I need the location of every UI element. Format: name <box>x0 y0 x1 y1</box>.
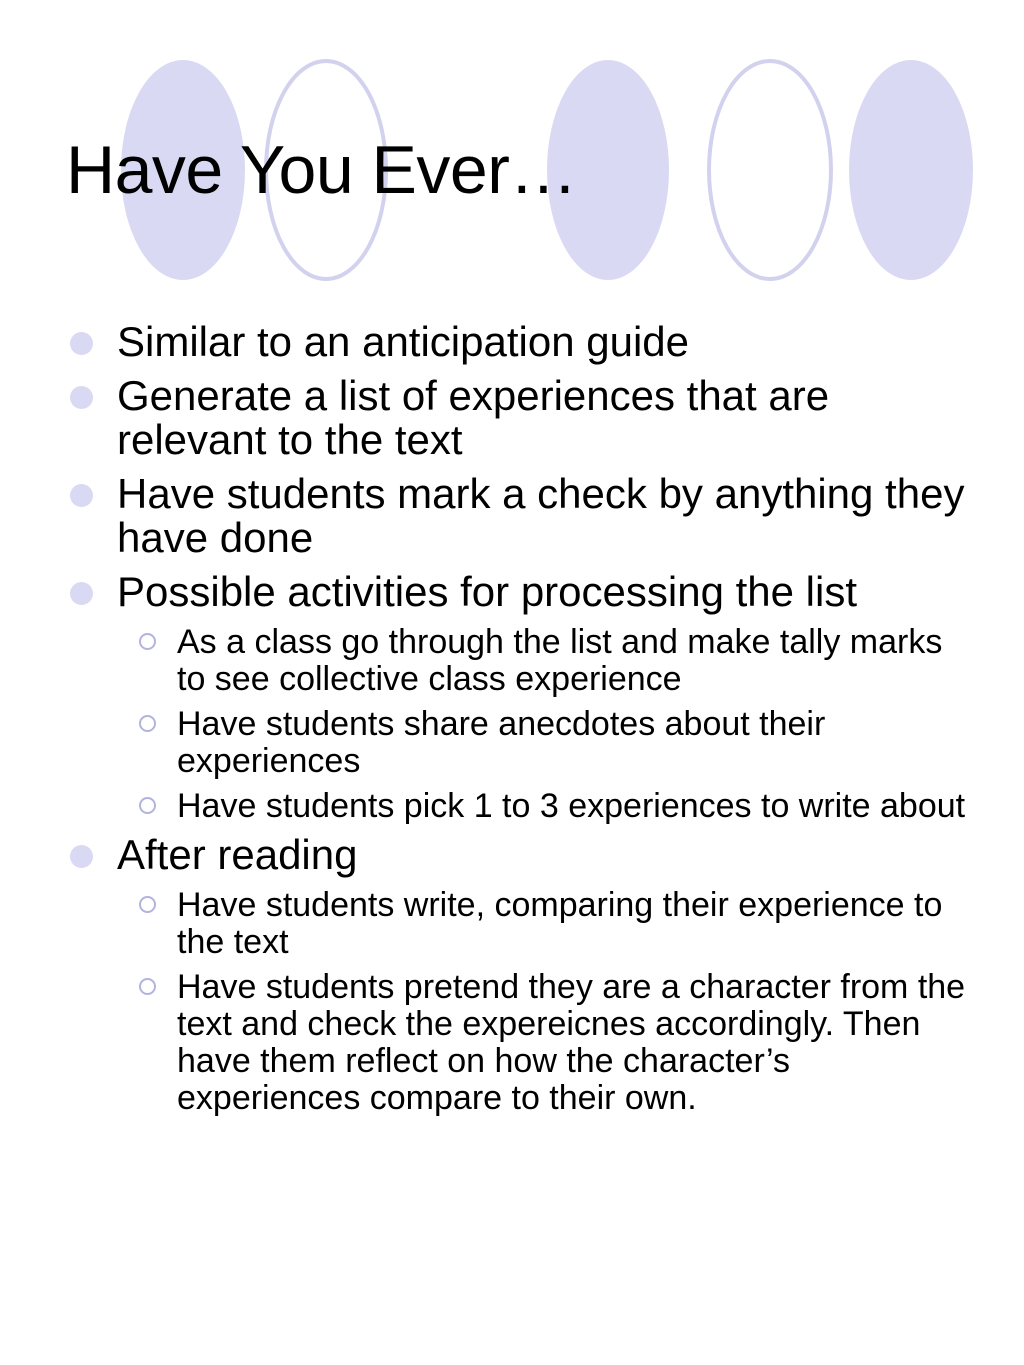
sub-bullet-ring-icon <box>139 715 156 732</box>
sub-bullet-item <box>68 624 968 698</box>
bullet-item <box>68 472 968 560</box>
bullet-text: Have students mark a check by anything they have done <box>117 470 965 561</box>
slide-title: Have You Ever… <box>66 132 577 208</box>
sub-bullet-item <box>68 969 968 1117</box>
sub-bullet-item <box>68 887 968 961</box>
sub-bullet-text: Have students share anecdotes about their experiences <box>177 705 826 780</box>
bullet-text: Similar to an anticipation guide <box>117 318 690 365</box>
bullet-item <box>68 320 968 364</box>
bullet-item <box>68 570 968 614</box>
bullet-dot-icon <box>70 582 93 605</box>
bullet-text: After reading <box>117 831 358 878</box>
bullet-dot-icon <box>70 386 93 409</box>
sub-bullet-text: Have students pretend they are a character from the text and check the expereicnes accordingly. Then have them reflect on how the character’s experiences compare to their own. <box>177 968 966 1117</box>
sub-bullet-ring-icon <box>139 896 156 913</box>
sub-bullet-ring-icon <box>139 978 156 995</box>
sub-bullet-text: Have students pick 1 to 3 experiences to write about <box>177 787 966 825</box>
outline-oval-2 <box>709 61 831 279</box>
bullet-item <box>68 374 968 462</box>
sub-bullet-text: As a class go through the list and make tally marks to see collective class experience <box>177 623 943 698</box>
bullet-dot-icon <box>70 332 93 355</box>
sub-bullet-item <box>68 788 968 825</box>
bullet-text: Possible activities for processing the list <box>117 568 857 615</box>
bullet-item <box>68 833 968 877</box>
sub-bullet-ring-icon <box>139 633 156 650</box>
bullet-list <box>68 320 968 1125</box>
sub-bullet-ring-icon <box>139 797 156 814</box>
bullet-dot-icon <box>70 845 93 868</box>
filled-oval-3 <box>849 60 973 280</box>
sub-bullet-text: Have students write, comparing their experience to the text <box>177 886 943 961</box>
sub-bullet-item <box>68 706 968 780</box>
bullet-dot-icon <box>70 484 93 507</box>
bullet-text: Generate a list of experiences that are relevant to the text <box>117 372 830 463</box>
